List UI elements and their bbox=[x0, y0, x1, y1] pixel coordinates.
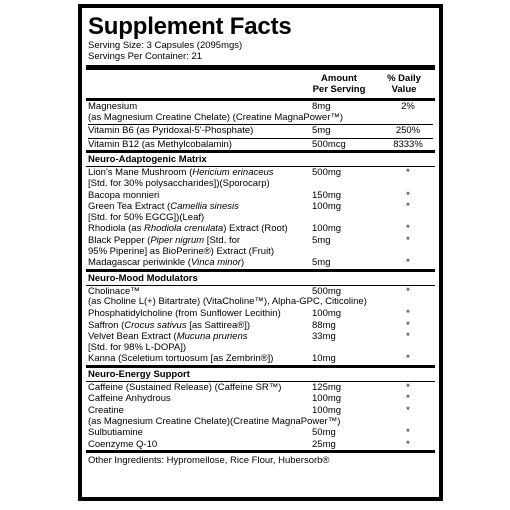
ingredient-row bbox=[88, 286, 433, 308]
ingredient-detail: [Std. for 30% polysaccharides])(Sporocarp) bbox=[88, 177, 270, 189]
nutrient-row-vitamin-b12 bbox=[88, 139, 433, 151]
ingredient-name: Phosphatidylcholine (from Sunflower Lecithin) bbox=[88, 307, 281, 319]
ingredient-row bbox=[88, 405, 433, 427]
ingredient-name: Green Tea Extract (Camellia sinesis bbox=[88, 201, 239, 213]
nutrient-dv: 8333% bbox=[393, 138, 423, 150]
ingredient-name: Kanna (Sceletium tortuosum [as Zembrin®]) bbox=[88, 353, 274, 365]
ingredient-name: Saffron (Crocus sativus [as Sattirea®]) bbox=[88, 319, 251, 331]
vitamin-mineral-rows bbox=[88, 101, 433, 150]
nutrient-amount: 8mg bbox=[312, 101, 331, 112]
ingredient-dv: * bbox=[406, 234, 410, 246]
section-title: Neuro-Mood Modulators bbox=[88, 272, 198, 284]
nutrient-dv: 250% bbox=[395, 125, 421, 137]
ingredient-amount: 88mg bbox=[312, 319, 336, 331]
ingredient-amount: 10mg bbox=[312, 353, 336, 365]
ingredient-row bbox=[88, 331, 433, 353]
ingredient-name: Lion's Mane Mushroom (Hericium erinaceus bbox=[88, 167, 274, 179]
ingredient-amount: 100mg bbox=[312, 307, 342, 319]
ingredient-detail: 95% Piperine] as BioPerine®) Extract (Fruit) bbox=[88, 245, 274, 257]
ingredient-name: Creatine bbox=[88, 405, 124, 417]
amount-header: Amount Per Serving bbox=[312, 73, 366, 95]
ingredient-amount: 500mg bbox=[312, 285, 342, 297]
ingredient-name: Rhodiola (as Rhodiola crenulata) Extract (Root) bbox=[88, 223, 288, 235]
ingredient-detail: [Std. for 98% L-DOPA]) bbox=[88, 341, 187, 353]
ingredient-amount: 5mg bbox=[312, 234, 331, 246]
supplement-facts-panel bbox=[78, 4, 443, 501]
ingredient-detail: (as Magnesium Creatine Chelate)(Creatine MagnaPower™) bbox=[88, 415, 341, 427]
ingredient-detail: (as Choline L(+) Bitartrate) (VitaCholine™), Alpha-GPC, Citicoline) bbox=[88, 296, 367, 308]
ingredient-amount: 150mg bbox=[312, 189, 342, 201]
ingredient-dv: * bbox=[406, 319, 410, 331]
ingredient-dv: * bbox=[406, 427, 410, 439]
ingredient-name: Velvet Bean Extract (Mucuna pruriens bbox=[88, 331, 248, 343]
ingredient-name: Madagascar periwinkle (Vinca minor) bbox=[88, 257, 245, 269]
ingredient-row bbox=[88, 223, 433, 235]
ingredient-amount: 33mg bbox=[312, 331, 336, 343]
ingredient-amount: 100mg bbox=[312, 405, 342, 417]
nutrient-dv: 2% bbox=[401, 101, 415, 112]
ingredient-dv: * bbox=[406, 257, 410, 269]
ingredient-name: Cholinace™ bbox=[88, 285, 140, 297]
ingredient-sections bbox=[88, 150, 433, 450]
ingredient-row bbox=[88, 427, 433, 439]
ingredient-row bbox=[88, 190, 433, 202]
column-header bbox=[88, 72, 433, 98]
nutrient-row-magnesium bbox=[88, 101, 433, 125]
ingredient-row bbox=[88, 353, 433, 365]
ingredient-amount: 5mg bbox=[312, 257, 331, 269]
daily-value-header: % Daily Value bbox=[387, 73, 421, 95]
ingredient-row bbox=[88, 235, 433, 257]
servings-per-container: Servings Per Container: 21 bbox=[88, 51, 203, 62]
ingredient-row bbox=[88, 393, 433, 405]
panel-title: Supplement Facts bbox=[88, 13, 292, 40]
nutrient-detail: (as Magnesium Creatine Chelate) (Creatine MagnaPower™) bbox=[88, 111, 344, 123]
ingredient-dv: * bbox=[406, 353, 410, 365]
ingredient-row bbox=[88, 308, 433, 320]
nutrient-name: Vitamin B6 (as Pyridoxal-5'-Phosphate) bbox=[88, 125, 254, 137]
ingredient-detail: [Std. for 50% EGCG])(Leaf) bbox=[88, 211, 205, 223]
ingredient-dv: * bbox=[406, 331, 410, 343]
ingredient-dv: * bbox=[406, 438, 410, 450]
ingredient-dv: * bbox=[406, 381, 410, 393]
ingredient-name: Black Pepper (Piper nigrum [Std. for bbox=[88, 234, 241, 246]
section-title: Neuro-Adaptogenic Matrix bbox=[88, 154, 207, 166]
ingredient-dv: * bbox=[406, 223, 410, 235]
ingredient-name: Sulbutiamine bbox=[88, 427, 143, 439]
ingredient-dv: * bbox=[406, 307, 410, 319]
ingredient-row bbox=[88, 167, 433, 189]
nutrient-name: Vitamin B12 (as Methylcobalamin) bbox=[88, 138, 232, 150]
ingredient-name: Bacopa monnieri bbox=[88, 189, 160, 201]
ingredient-name: Coenzyme Q-10 bbox=[88, 438, 158, 450]
ingredient-dv: * bbox=[406, 201, 410, 213]
ingredient-dv: * bbox=[406, 285, 410, 297]
ingredient-amount: 100mg bbox=[312, 393, 342, 405]
ingredient-dv: * bbox=[406, 393, 410, 405]
ingredient-amount: 50mg bbox=[312, 427, 336, 439]
ingredient-row bbox=[88, 257, 433, 269]
serving-size: Serving Size: 3 Capsules (2095mgs) bbox=[88, 40, 243, 51]
ingredient-name: Caffeine (Sustained Release) (Caffeine SR™) bbox=[88, 381, 282, 393]
ingredient-amount: 500mg bbox=[312, 167, 342, 179]
thick-divider bbox=[86, 65, 435, 70]
nutrient-row-vitamin-b6 bbox=[88, 125, 433, 139]
section-title: Neuro-Energy Support bbox=[88, 368, 190, 380]
ingredient-name: Caffeine Anhydrous bbox=[88, 393, 171, 405]
ingredient-amount: 100mg bbox=[312, 201, 342, 213]
ingredient-amount: 25mg bbox=[312, 438, 336, 450]
ingredient-row bbox=[88, 201, 433, 223]
other-ingredients: Other Ingredients: Hypromellose, Rice Flour, Hubersorb® bbox=[88, 455, 330, 467]
ingredient-dv: * bbox=[406, 167, 410, 179]
ingredient-amount: 125mg bbox=[312, 381, 342, 393]
ingredient-row bbox=[88, 382, 433, 394]
ingredient-dv: * bbox=[406, 189, 410, 201]
nutrient-amount: 5mg bbox=[312, 125, 331, 137]
nutrient-amount: 500mcg bbox=[312, 138, 346, 150]
ingredient-row bbox=[88, 439, 433, 451]
nutrient-name: Magnesium bbox=[88, 101, 138, 112]
ingredient-dv: * bbox=[406, 405, 410, 417]
ingredient-row bbox=[88, 320, 433, 332]
ingredient-amount: 100mg bbox=[312, 223, 342, 235]
